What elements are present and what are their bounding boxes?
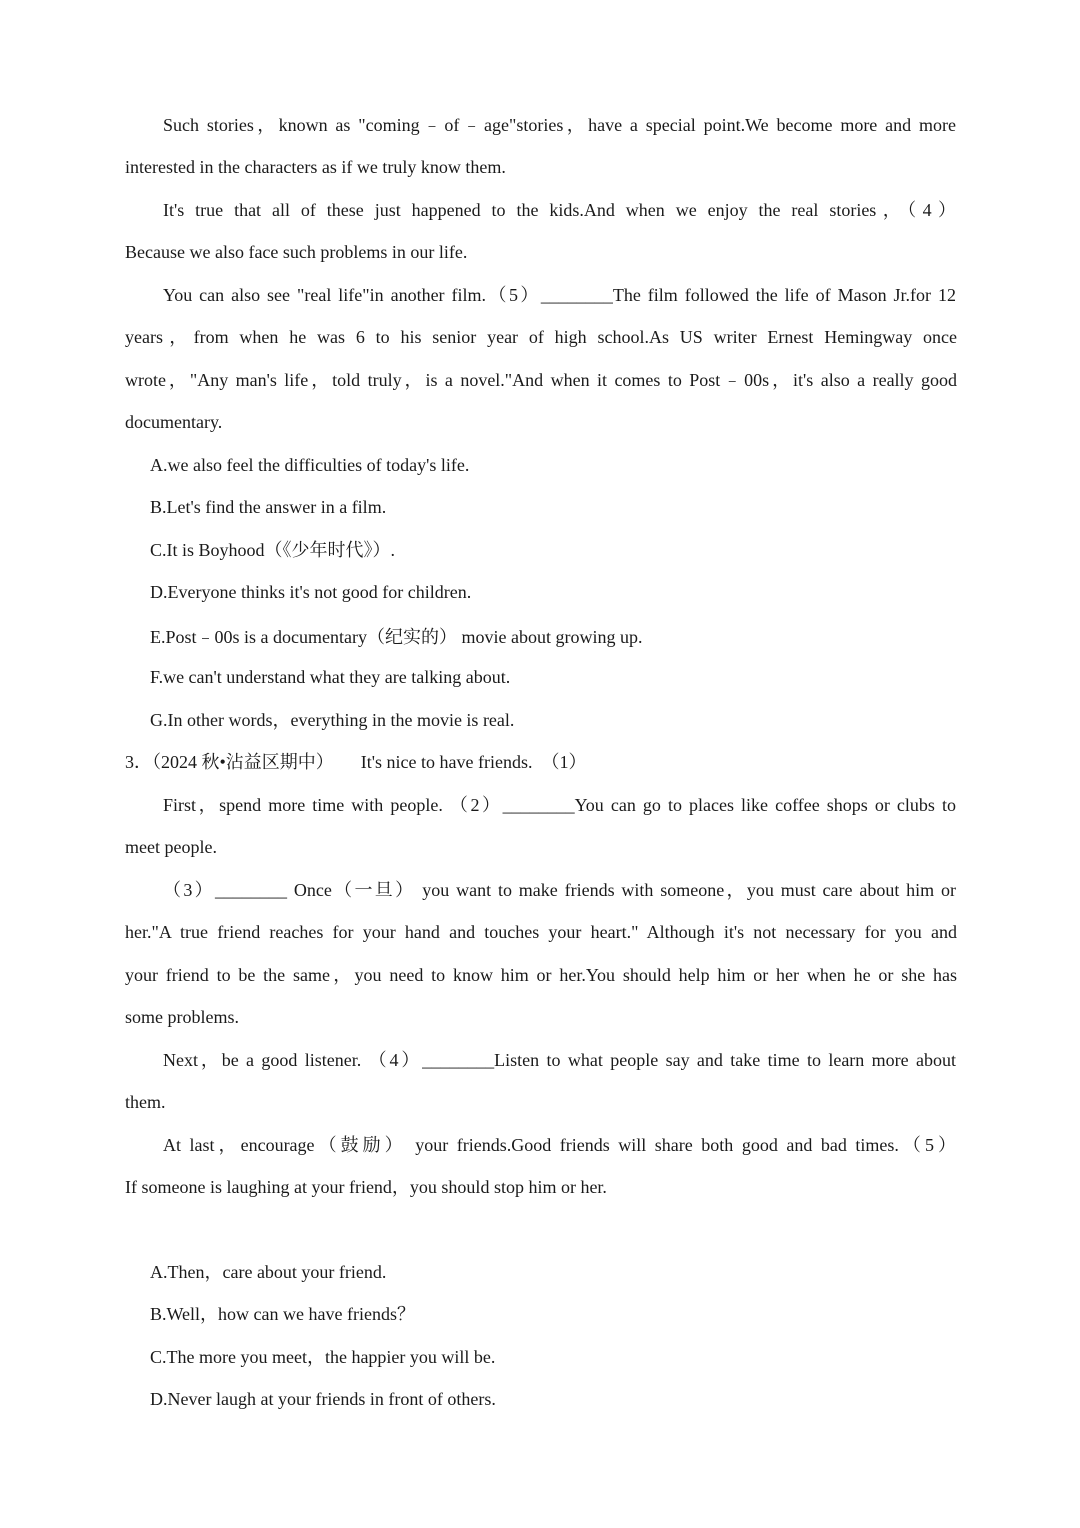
passage-line: At last，encourage（鼓励） your friends.Good friends will share both good and bad times.（5） (163, 1135, 956, 1155)
passage-line: If someone is laughing at your friend，you should stop him or her. (125, 1177, 607, 1197)
passage-line: First，spend more time with people. （2）________You can go to places like coffee shops or clubs to (163, 795, 956, 815)
passage-line: Next，be a good listener. （4）________Listen to what people say and take time to learn more about (163, 1050, 956, 1070)
option-item: B.Well，how can we have friends？ (150, 1304, 415, 1324)
passage-line: Because we also face such problems in our life. (125, 242, 468, 262)
passage-line: years，from when he was 6 to his senior year of high school.As US writer Ernest Hemingway once (125, 327, 957, 347)
passage-line: （3）________ Once（一旦） you want to make friends with someone，you must care about him or (163, 880, 956, 900)
option-item: A.Then，care about your friend. (150, 1262, 387, 1282)
question-header: 3．（2024 秋•沾益区期中） It's nice to have friends. （1） (125, 752, 587, 772)
option-item: A.we also feel the difficulties of today's life. (150, 455, 470, 475)
option-item: D.Everyone thinks it's not good for children. (150, 582, 472, 602)
passage-line: meet people. (125, 837, 217, 857)
passage-line: You can also see "real life"in another film.（5）________The film followed the life of Mason Jr.for 12 (163, 285, 956, 305)
passage-line: It's true that all of these just happened to the kids.And when we enjoy the real stories，（4） (163, 200, 956, 220)
passage-line: your friend to be the same，you need to know him or her.You should help him or her when he or she has (125, 965, 957, 985)
passage-line: them. (125, 1092, 166, 1112)
passage-line: interested in the characters as if we truly know them. (125, 157, 506, 177)
option-item: E.Post﹣00s is a documentary（纪实的） movie about growing up. (150, 627, 643, 647)
passage-line: Such stories，known as "coming﹣of﹣age"stories，have a special point.We become more and more (163, 115, 956, 135)
option-item: C.The more you meet，the happier you will be. (150, 1347, 496, 1367)
option-item: G.In other words，everything in the movie is real. (150, 710, 515, 730)
passage-line: documentary. (125, 412, 223, 432)
option-item: B.Let's find the answer in a film. (150, 497, 387, 517)
passage-line: her."A true friend reaches for your hand and touches your heart." Although it's not necessary for you and (125, 922, 957, 942)
option-item: C.It is Boyhood（《少年时代》）. (150, 540, 396, 560)
passage-line: wrote，"Any man's life，told truly，is a novel."And when it comes to Post﹣00s，it's also a really good (125, 370, 957, 390)
passage-line: some problems. (125, 1007, 239, 1027)
option-item: D.Never laugh at your friends in front of others. (150, 1389, 496, 1409)
option-item: F.we can't understand what they are talking about. (150, 667, 511, 687)
